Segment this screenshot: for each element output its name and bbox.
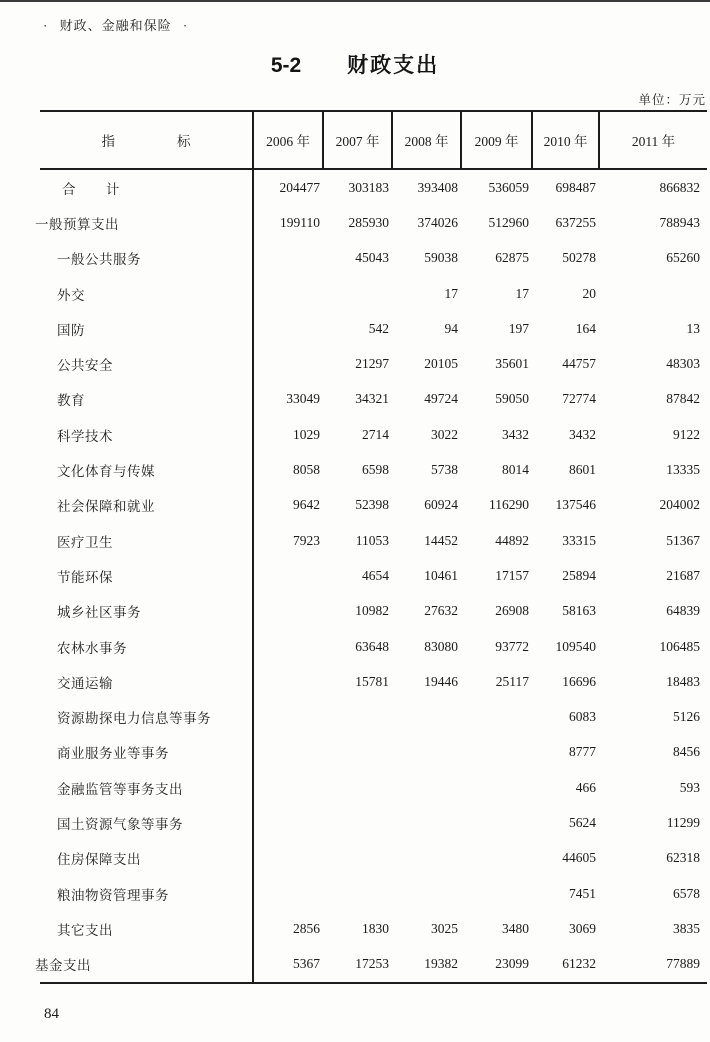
row-label: 国防 (40, 311, 253, 346)
value-cell (253, 629, 323, 664)
table-row (40, 911, 707, 946)
value-cell (323, 805, 392, 840)
value-cell: 303183 (348, 179, 389, 195)
value-cell (392, 735, 461, 770)
row-label: 农林水事务 (40, 629, 253, 664)
value-cell: 13335 (666, 462, 700, 478)
value-cell (253, 699, 323, 734)
row-label: 商业服务业等事务 (40, 735, 253, 770)
table-row (40, 735, 707, 770)
value-cell: 698487 (555, 179, 596, 195)
value-cell: 26908 (495, 603, 529, 619)
indicator-column-header (40, 111, 253, 169)
table-row (40, 523, 707, 558)
value-cell (323, 699, 392, 734)
value-cell (253, 311, 323, 346)
value-cell: 77889 (666, 956, 700, 972)
row-label: 粮油物资管理事务 (40, 876, 253, 911)
value-cell (253, 594, 323, 629)
value-cell: 5738 (431, 462, 458, 478)
value-cell: 1830 (362, 920, 389, 936)
value-cell: 72774 (562, 391, 596, 407)
value-cell: 87842 (666, 391, 700, 407)
value-cell: 2714 (362, 426, 389, 442)
value-cell: 3835 (673, 920, 700, 936)
table-row (40, 594, 707, 629)
value-cell: 23099 (495, 956, 529, 972)
value-cell: 637255 (555, 214, 596, 230)
value-cell: 16696 (562, 673, 596, 689)
value-cell: 20 (582, 285, 596, 301)
value-cell: 164 (575, 320, 596, 336)
value-cell: 3025 (431, 920, 458, 936)
row-label: 医疗卫生 (40, 523, 253, 558)
row-label: 一般公共服务 (40, 241, 253, 276)
table-row (40, 346, 707, 381)
value-cell: 21297 (355, 356, 389, 372)
row-label: 金融监管等事务支出 (40, 770, 253, 805)
value-cell: 8601 (569, 462, 596, 478)
value-cell: 3432 (502, 426, 529, 442)
table-row (40, 276, 707, 311)
value-cell: 5126 (673, 709, 700, 725)
value-cell: 17 (444, 285, 458, 301)
value-cell: 34321 (355, 391, 389, 407)
value-cell: 52398 (355, 497, 389, 513)
value-cell: 58163 (562, 603, 596, 619)
table-row (40, 558, 707, 593)
table-row (40, 417, 707, 452)
table-row (40, 311, 707, 346)
value-cell: 61232 (562, 956, 596, 972)
value-cell: 3022 (431, 426, 458, 442)
value-cell: 9642 (293, 497, 320, 513)
value-cell: 5367 (293, 956, 320, 972)
row-label: 城乡社区事务 (40, 594, 253, 629)
table-row (40, 629, 707, 664)
value-cell: 65260 (666, 250, 700, 266)
year-column-header-2010: 2010 年 (532, 111, 599, 169)
value-cell: 51367 (666, 532, 700, 548)
table-row (40, 805, 707, 840)
year-column-header-2011: 2011 年 (599, 111, 707, 169)
scan-edge-artifact (0, 0, 710, 2)
value-cell: 62875 (495, 250, 529, 266)
table-body (35, 169, 707, 983)
indicator-header-char-left: 指 (101, 134, 115, 149)
value-cell: 106485 (659, 638, 700, 654)
value-cell: 94 (444, 320, 458, 336)
value-cell (253, 805, 323, 840)
value-cell: 199110 (280, 214, 320, 230)
row-label: 合 计 (40, 169, 253, 205)
table-row (40, 699, 707, 734)
value-cell: 8456 (673, 744, 700, 760)
value-cell: 59050 (495, 391, 529, 407)
value-cell: 8014 (502, 462, 529, 478)
value-cell: 393408 (417, 179, 458, 195)
value-cell: 466 (575, 779, 596, 795)
value-cell: 60924 (424, 497, 458, 513)
value-cell: 116290 (489, 497, 529, 513)
row-label: 基金支出 (40, 947, 253, 983)
row-label: 住房保障支出 (40, 841, 253, 876)
value-cell: 14452 (424, 532, 458, 548)
row-label: 文化体育与传媒 (40, 452, 253, 487)
value-cell: 17253 (355, 956, 389, 972)
value-cell: 17157 (495, 567, 529, 583)
value-cell: 11299 (666, 814, 700, 830)
year-column-header-2006: 2006 年 (253, 111, 323, 169)
table-header (40, 111, 707, 169)
value-cell: 204002 (659, 497, 700, 513)
value-cell: 21687 (666, 567, 700, 583)
value-cell: 285930 (348, 214, 389, 230)
row-label: 外交 (40, 276, 253, 311)
table-row (40, 664, 707, 699)
value-cell: 3069 (569, 920, 596, 936)
table-row (40, 205, 707, 240)
value-cell: 6083 (569, 709, 596, 725)
table-row (40, 770, 707, 805)
value-cell: 536059 (488, 179, 529, 195)
row-label: 资源勘探电力信息等事务 (40, 699, 253, 734)
value-cell: 8777 (569, 744, 596, 760)
table-row (40, 876, 707, 911)
value-cell: 17 (515, 285, 529, 301)
value-cell: 49724 (424, 391, 458, 407)
value-cell: 788943 (659, 214, 700, 230)
table-row (40, 452, 707, 487)
value-cell: 13 (686, 320, 700, 336)
row-label: 国土资源气象等事务 (40, 805, 253, 840)
unit-note: 单位：万元 (638, 93, 706, 107)
value-cell: 25117 (495, 673, 529, 689)
value-cell: 35601 (495, 356, 529, 372)
row-label: 科学技术 (40, 417, 253, 452)
value-cell (253, 770, 323, 805)
value-cell: 19382 (424, 956, 458, 972)
value-cell (461, 841, 532, 876)
value-cell: 542 (368, 320, 389, 336)
value-cell (461, 770, 532, 805)
value-cell (323, 770, 392, 805)
table-row (40, 169, 707, 205)
header-row (40, 111, 707, 169)
value-cell: 7923 (293, 532, 320, 548)
value-cell: 19446 (424, 673, 458, 689)
value-cell: 1029 (293, 426, 320, 442)
value-cell: 44892 (495, 532, 529, 548)
value-cell: 44757 (562, 356, 596, 372)
value-cell (461, 876, 532, 911)
value-cell: 27632 (424, 603, 458, 619)
page-number: 84 (44, 1006, 59, 1022)
value-cell: 9122 (673, 426, 700, 442)
value-cell (323, 876, 392, 911)
value-cell (392, 805, 461, 840)
row-label: 公共安全 (40, 346, 253, 381)
value-cell (392, 699, 461, 734)
value-cell: 48303 (666, 356, 700, 372)
value-cell: 204477 (279, 179, 320, 195)
row-label: 节能环保 (40, 558, 253, 593)
value-cell: 866832 (659, 179, 700, 195)
running-header: · 财政、金融和保险 · (43, 18, 189, 33)
value-cell (392, 841, 461, 876)
value-cell: 64839 (666, 603, 700, 619)
value-cell (461, 735, 532, 770)
value-cell: 8058 (293, 462, 320, 478)
table-row (40, 241, 707, 276)
table-row (40, 488, 707, 523)
year-column-header-2007: 2007 年 (323, 111, 392, 169)
year-column-header-2009: 2009 年 (461, 111, 532, 169)
value-cell (323, 841, 392, 876)
value-cell: 109540 (555, 638, 596, 654)
fiscal-expenditure-table (35, 110, 707, 984)
value-cell: 10982 (355, 603, 389, 619)
value-cell: 3480 (502, 920, 529, 936)
row-label: 一般预算支出 (40, 205, 253, 240)
table-row (40, 382, 707, 417)
value-cell (323, 276, 392, 311)
value-cell: 50278 (562, 250, 596, 266)
value-cell (253, 241, 323, 276)
value-cell (461, 805, 532, 840)
value-cell (392, 770, 461, 805)
value-cell (253, 841, 323, 876)
value-cell: 33315 (562, 532, 596, 548)
indicator-header-char-right: 标 (177, 134, 191, 149)
value-cell (253, 346, 323, 381)
value-cell (461, 699, 532, 734)
value-cell: 11053 (355, 532, 389, 548)
row-label: 教育 (40, 382, 253, 417)
value-cell: 3432 (569, 426, 596, 442)
table-title-text: 财政支出 (347, 54, 440, 77)
year-column-header-2008: 2008 年 (392, 111, 461, 169)
value-cell: 7451 (569, 885, 596, 901)
value-cell: 137546 (555, 497, 596, 513)
value-cell: 45043 (355, 250, 389, 266)
table-row (40, 841, 707, 876)
value-cell: 374026 (417, 214, 458, 230)
value-cell (392, 876, 461, 911)
value-cell: 18483 (666, 673, 700, 689)
value-cell (253, 876, 323, 911)
page-title (0, 49, 710, 79)
value-cell: 15781 (355, 673, 389, 689)
value-cell: 59038 (424, 250, 458, 266)
value-cell (253, 664, 323, 699)
value-cell: 593 (679, 779, 700, 795)
table-row (40, 947, 707, 983)
value-cell: 6598 (362, 462, 389, 478)
value-cell: 33049 (286, 391, 320, 407)
value-cell (599, 276, 707, 311)
value-cell: 197 (508, 320, 529, 336)
value-cell (253, 276, 323, 311)
value-cell (253, 735, 323, 770)
value-cell (323, 735, 392, 770)
value-cell: 83080 (424, 638, 458, 654)
value-cell: 63648 (355, 638, 389, 654)
value-cell: 4654 (362, 567, 389, 583)
value-cell (253, 558, 323, 593)
row-label: 社会保障和就业 (40, 488, 253, 523)
value-cell: 44605 (562, 850, 596, 866)
value-cell: 10461 (424, 567, 458, 583)
value-cell: 6578 (673, 885, 700, 901)
value-cell: 25894 (562, 567, 596, 583)
value-cell: 20105 (424, 356, 458, 372)
value-cell: 5624 (569, 814, 596, 830)
row-label: 交通运输 (40, 664, 253, 699)
table-number: 5-2 (270, 54, 302, 77)
value-cell: 62318 (666, 850, 700, 866)
row-label: 其它支出 (40, 911, 253, 946)
value-cell: 2856 (293, 920, 320, 936)
value-cell: 93772 (495, 638, 529, 654)
value-cell: 512960 (488, 214, 529, 230)
